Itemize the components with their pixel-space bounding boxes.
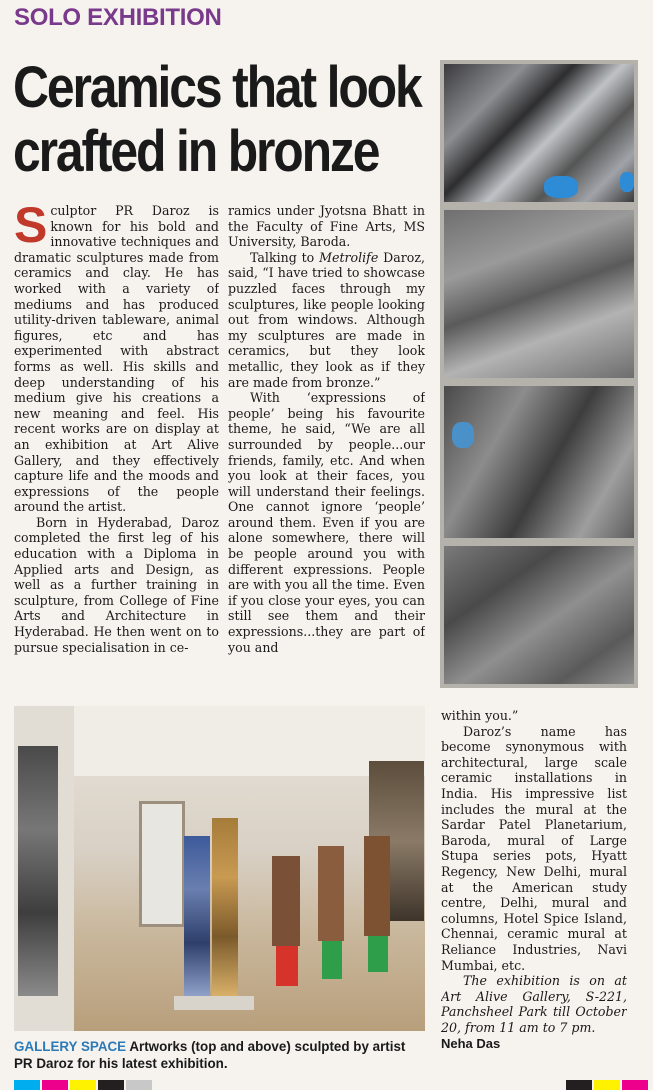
paragraph-installations: Daroz’s name has become synonymous with architectural, large scale ceramic installations in India. His impressive list includes the mural at the Sardar Patel Planetarium, Baroda, mural of Large Stupa series pots, Hyatt Regency, New Delhi, mural at the American study centre, Delhi, mural and columns, Hotel Spice Island, Chennai, ceramic mural at Reliance Industries, Navi Mumbai, etc. [441,723,627,973]
artwork-panel-4 [444,546,634,684]
print-registration-gray [126,1080,152,1090]
sculpture-base-green [322,941,342,979]
drop-cap: S [14,203,48,253]
caption-text: Artworks (top and above) sculpted by artist PR Daroz for his latest exhibition. [14,1039,406,1071]
article-column-2 [228,203,425,691]
paragraph-quote: Talking to Metrolife Daroz, said, “I have tried to showcase puzzled faces through my sculptures, like people looking out from windows. Although my sculptures are made in ceramics, but they look metallic, they look as if they are made from bronze.” [228,249,425,390]
article-column-1 [14,203,219,691]
artwork-photo-strip [440,60,638,688]
paragraph-intro: Sculptor PR Daroz is known for his bold and innovative techniques and dramatic sculptures made from ceramics and clay. He has worked with a variety of mediums and has produced utility-driven tableware, animal figures, etc and has experimented with abstract forms as well. His skills and deep understanding of his medium give his creations a new meaning and feel. His recent works are on display at an exhibition at Art Alive Gallery, and they effectively capture life and the moods and expressions of the people around the artist. [14,203,219,515]
print-registration-yellow [70,1080,96,1090]
print-registration-black [98,1080,124,1090]
headline-line-1: Ceramics that look [13,55,421,120]
paragraph-theme: With ‘expressions of people’ being his favourite theme, he said, “We are all surrounded by people...our friends, family, etc. And when you look at their faces, you will understand their feelings. One cannot ignore ‘people’ around them. Even if you are alone somewhere, there will be people around you with different expressions. People are with you all the time. Even if you close your eyes, you can still see them and their expressions...they are part of you and [228,390,425,655]
caption-lead: GALLERY SPACE [14,1039,127,1054]
print-registration-magenta [42,1080,68,1090]
blue-glaze-spot [544,176,578,198]
sculpture-base-red [276,946,298,986]
print-registration-black [566,1080,592,1090]
publication-name: Metrolife [319,249,379,265]
article-column-3 [441,708,627,1068]
artwork-panel-2 [444,210,634,378]
headline-line-2: crafted in bronze [13,119,379,184]
artwork-panel-1 [444,64,634,202]
print-registration-magenta [622,1080,648,1090]
paragraph-education: ramics under Jyotsna Bhatt in the Faculty of Fine Arts, MS University, Baroda. [228,203,425,250]
paragraph-background: Born in Hyderabad, Daroz completed the first leg of his education with a Diploma in Applied arts and Design, as well as a further training in sculpture, from College of Fine Arts and Architecture in Hyderabad. He then went on to pursue specialisation in ce- [14,514,219,655]
wall-artwork-left [18,746,58,996]
gallery-doorway [139,801,185,927]
sculpture-base-green [368,936,388,972]
sculpture-figure [272,856,300,946]
sculpture-figure [364,836,390,936]
paragraph-exhibition-info: The exhibition is on at Art Alive Gallery, S-221, Panchsheel Park till October 20, from 11 am to 7 pm. [441,973,627,1035]
photo-caption [14,1038,425,1072]
byline: Neha Das [441,1036,501,1052]
sculpture-figure [318,846,344,941]
blue-glaze-spot [452,422,474,448]
blue-glaze-spot [620,172,634,192]
print-registration-yellow [594,1080,620,1090]
paragraph-continuation: within you.” [441,708,519,723]
artwork-panel-3 [444,386,634,538]
gallery-photo [14,706,425,1031]
display-plinth [174,996,254,1010]
ceramic-column-gold [212,818,238,996]
ceramic-column-blue [184,836,210,996]
headline [13,55,421,184]
section-kicker: SOLO EXHIBITION [14,4,222,31]
print-registration-cyan [14,1080,40,1090]
